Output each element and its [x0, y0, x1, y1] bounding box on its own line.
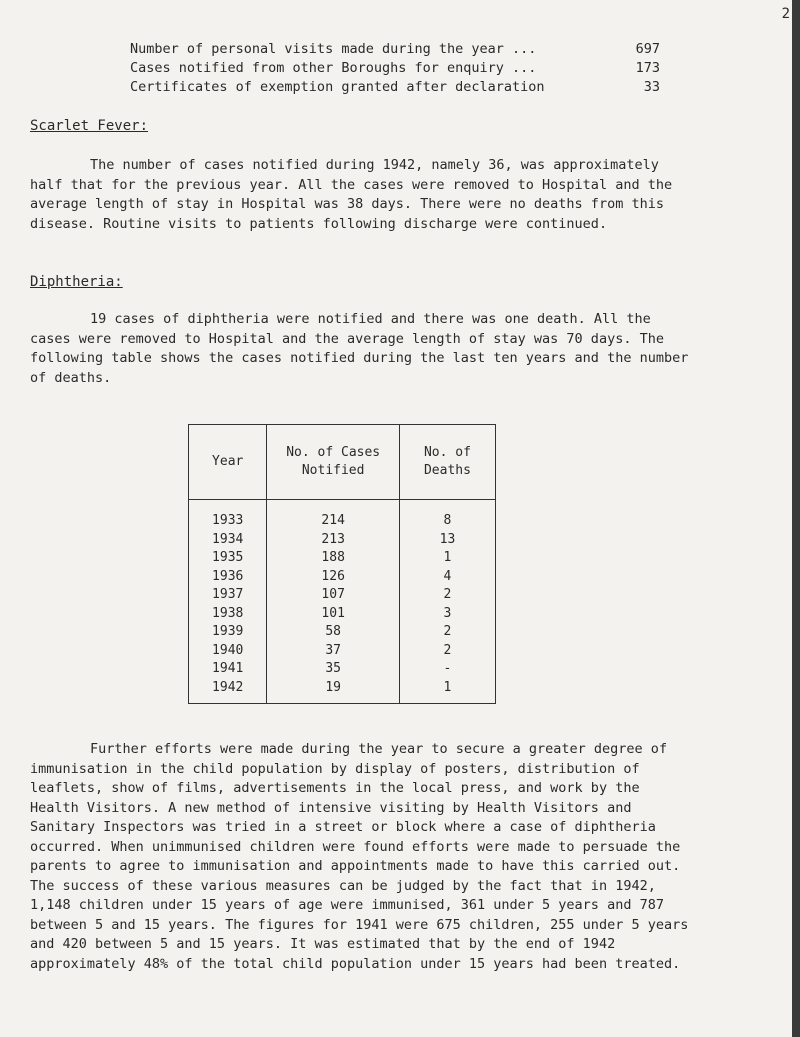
diphtheria-table — [188, 424, 496, 704]
scarlet-fever-heading: Scarlet Fever: — [30, 118, 149, 134]
deaths-cell: 1 — [399, 549, 495, 568]
cases-cell: 214 — [267, 512, 399, 531]
stat-label: Cases notified from other Boroughs for enquiry ... — [130, 60, 537, 76]
year-cell: 1942 — [189, 679, 267, 704]
cases-cell: 107 — [267, 586, 399, 605]
page-edge-shadow — [792, 0, 800, 1037]
diphtheria-heading: Diphtheria: — [30, 274, 123, 290]
table-row — [189, 586, 496, 605]
year-cell: 1941 — [189, 660, 267, 679]
diphtheria-text: 19 cases of diphtheria were notified and there was one death. All the cases were removed to Hospital and the average length of stay was 70 days. The following table shows the cases notified during the last ten years and the number of deaths. — [30, 311, 689, 386]
stat-value: 33 — [643, 79, 660, 95]
deaths-cell: 8 — [399, 512, 495, 531]
cases-cell: 188 — [267, 549, 399, 568]
year-cell: 1940 — [189, 642, 267, 661]
year-cell: 1937 — [189, 586, 267, 605]
stat-value: 697 — [635, 41, 660, 57]
deaths-cell: 13 — [399, 531, 495, 550]
table-row — [189, 549, 496, 568]
column-header-year: Year — [189, 425, 267, 500]
immunisation-paragraph — [30, 740, 690, 974]
table-row — [189, 623, 496, 642]
scarlet-fever-text: The number of cases notified during 1942, namely 36, was approximately half that for the previous year. All the cases were removed to Hospital and the average length of stay in Hospital was 38 days. There were no deaths from this disease. Routine visits to patients following discharge were continued. — [30, 157, 673, 232]
year-cell: 1936 — [189, 568, 267, 587]
deaths-cell: 1 — [399, 679, 495, 704]
year-cell: 1934 — [189, 531, 267, 550]
stat-label: Number of personal visits made during the year ... — [130, 41, 537, 57]
stat-label: Certificates of exemption granted after declaration — [130, 79, 545, 95]
year-cell: 1935 — [189, 549, 267, 568]
cases-cell: 35 — [267, 660, 399, 679]
year-cell: 1938 — [189, 605, 267, 624]
column-header-cases: No. of Cases Notified — [267, 425, 399, 500]
column-header-deaths: No. of Deaths — [399, 425, 495, 500]
table-row — [189, 605, 496, 624]
page-number: 2 — [781, 6, 790, 22]
deaths-cell: 3 — [399, 605, 495, 624]
table-row — [189, 568, 496, 587]
deaths-cell: - — [399, 660, 495, 679]
deaths-cell: 4 — [399, 568, 495, 587]
stat-row — [130, 78, 660, 97]
deaths-cell: 2 — [399, 623, 495, 642]
deaths-cell: 2 — [399, 642, 495, 661]
stat-row — [130, 40, 660, 59]
table-row — [189, 512, 496, 531]
cases-cell: 101 — [267, 605, 399, 624]
cases-cell: 213 — [267, 531, 399, 550]
table-row — [189, 660, 496, 679]
table-row — [189, 679, 496, 704]
stat-row — [130, 59, 660, 78]
stat-value: 173 — [635, 60, 660, 76]
cases-cell: 37 — [267, 642, 399, 661]
deaths-cell: 2 — [399, 586, 495, 605]
table-row — [189, 531, 496, 550]
scarlet-fever-paragraph — [30, 156, 690, 234]
year-cell: 1939 — [189, 623, 267, 642]
table-row — [189, 642, 496, 661]
immunisation-text: Further efforts were made during the year to secure a greater degree of immunisation in the child population by display of posters, distribution of leaflets, show of films, advertisements in the local press, and work by the Health Visitors. A new method of intensive visiting by Health Visitors and Sanitary Inspectors was tried in a street or block where a case of diphtheria occurred. When unimmunised children were found efforts were made to persuade the parents to agree to immunisation and appointments made to have this carried out. The success of these various measures can be judged by the fact that in 1942, 1,148 children under 15 years of age were immunised, 361 under 5 years and 787 between 5 and 15 years. The figures for 1941 were 675 children, 255 under 5 years and 420 between 5 and 15 years. It was estimated that by the end of 1942 approximately 48% of the total child population under 15 years had been treated. — [30, 741, 689, 972]
year-cell: 1933 — [189, 512, 267, 531]
diphtheria-paragraph — [30, 310, 690, 388]
visit-statistics — [130, 40, 660, 97]
cases-cell: 19 — [267, 679, 399, 704]
cases-cell: 126 — [267, 568, 399, 587]
cases-cell: 58 — [267, 623, 399, 642]
